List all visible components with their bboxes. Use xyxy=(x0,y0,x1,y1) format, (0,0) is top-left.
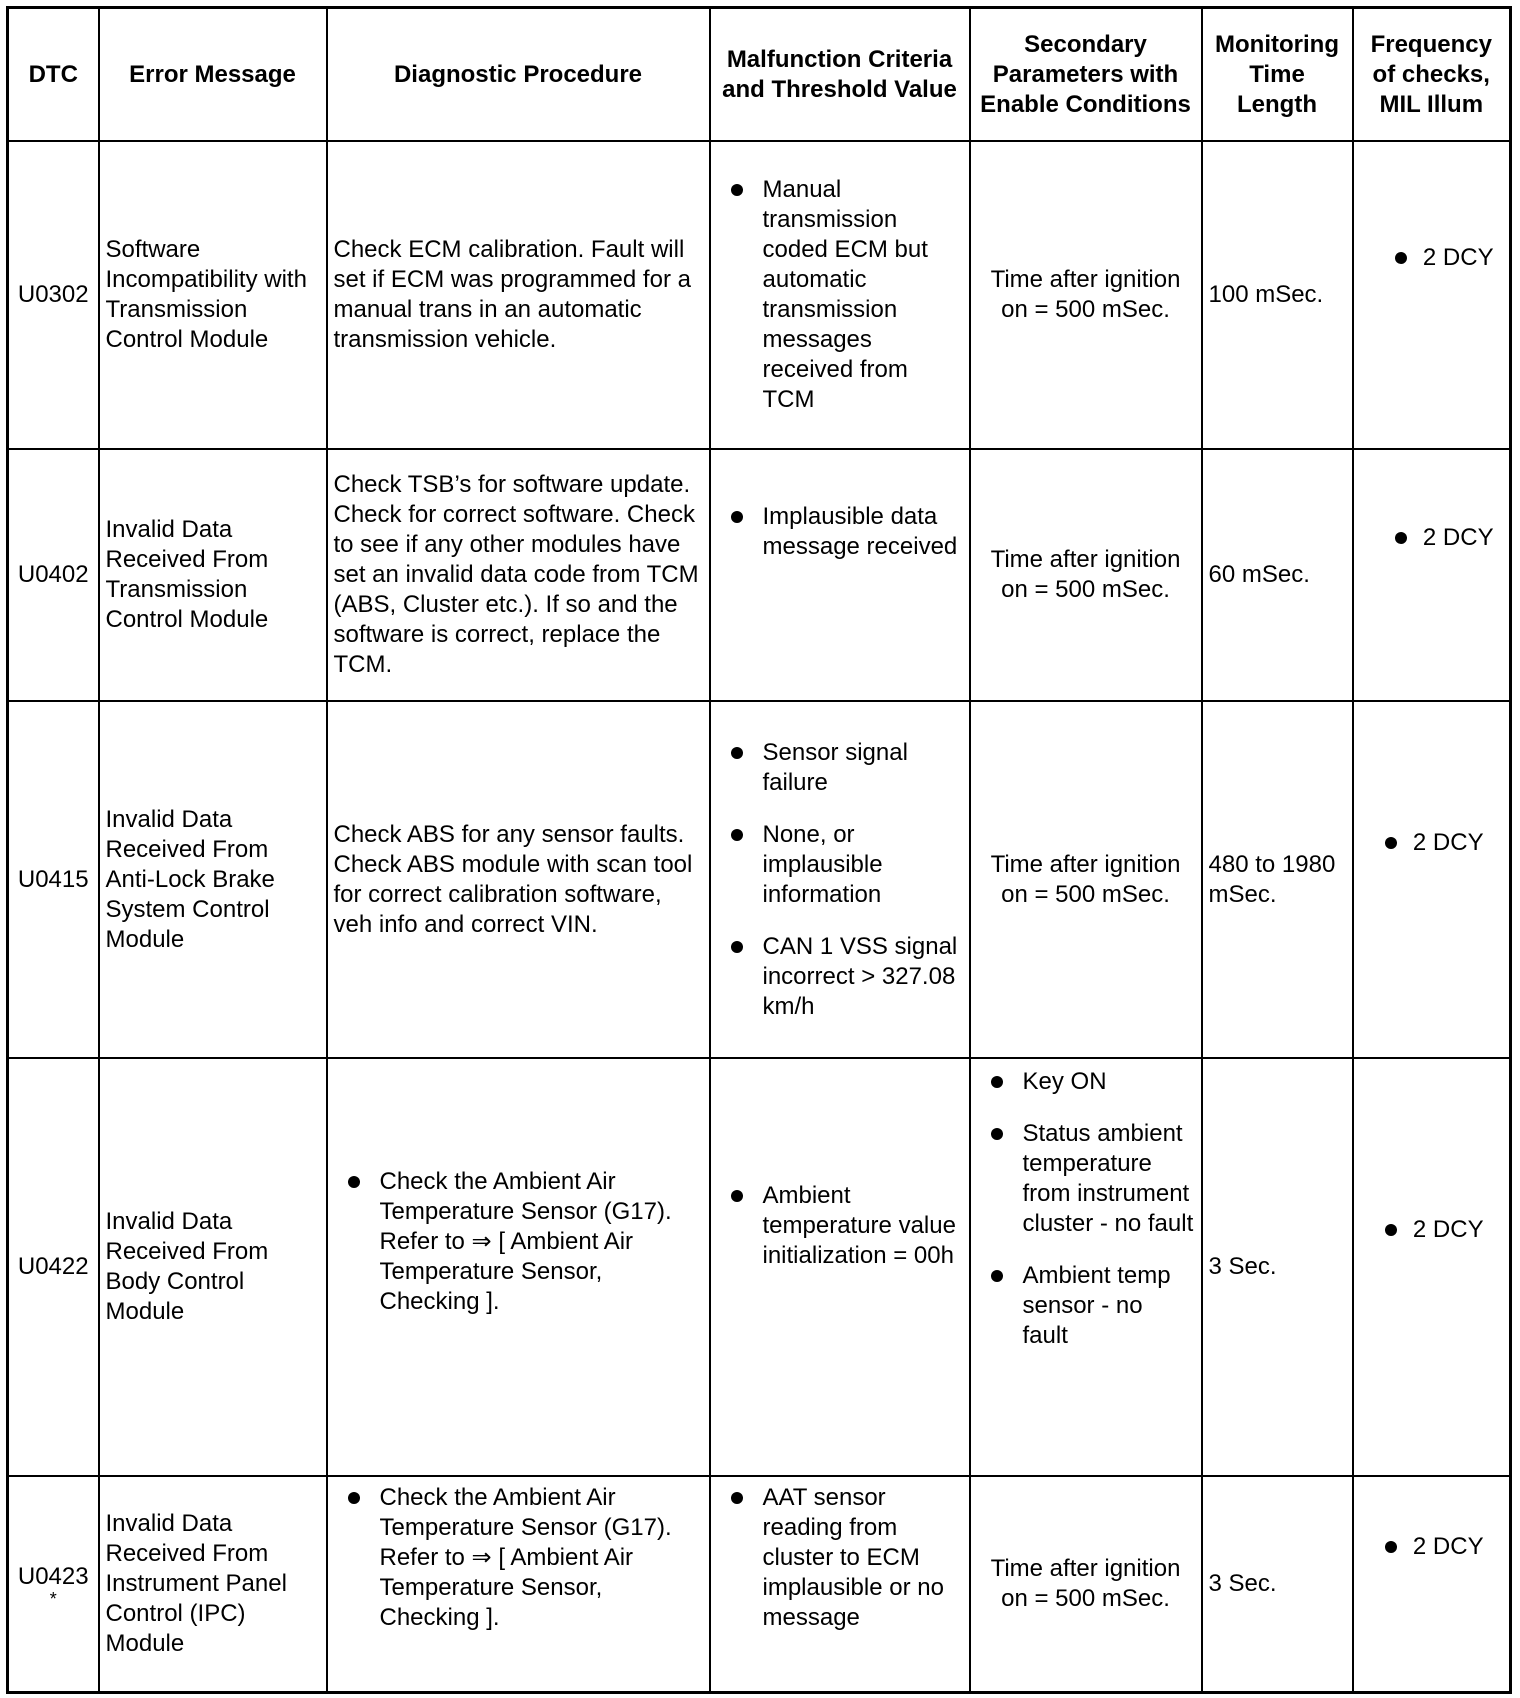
header-secondary-parameters: Secondary Parameters with Enable Conditions xyxy=(970,8,1202,142)
frequency-cell xyxy=(1353,141,1511,449)
secondary-parameters: Time after ignition on = 500 mSec. xyxy=(970,141,1202,449)
list-item xyxy=(717,820,963,910)
dtc-code xyxy=(8,1476,99,1692)
dtc-code: U0415 xyxy=(8,701,99,1058)
frequency-cell xyxy=(1353,701,1511,1058)
bullet-icon xyxy=(731,941,743,953)
monitoring-time: 100 mSec. xyxy=(1202,141,1353,449)
frequency-text: 2 DCY xyxy=(1412,1216,1484,1243)
list-item xyxy=(977,1067,1195,1097)
bullet-icon xyxy=(991,1076,1003,1088)
monitoring-time: 60 mSec. xyxy=(1202,449,1353,701)
error-message: Invalid Data Received From Transmission Control Module xyxy=(99,449,327,701)
list-item xyxy=(717,1483,963,1633)
bullet-icon xyxy=(1385,837,1397,849)
malfunction-criteria xyxy=(710,1476,970,1692)
diagnostic-procedure: Check ABS for any sensor faults. Check ABS module with scan tool for correct calibration software, veh info and correct VIN. xyxy=(327,701,710,1058)
criteria-text: AAT sensor reading from cluster to ECM implausible or no message xyxy=(762,1484,944,1631)
procedure-text: Check the Ambient Air Temperature Sensor (G17). Refer to ⇒ [ Ambient Air Temperature Sensor, Checking ]. xyxy=(379,1484,672,1631)
frequency-text: 2 DCY xyxy=(1412,828,1484,856)
frequency-text: 2 DCY xyxy=(1422,524,1494,551)
criteria-text: None, or implausible information xyxy=(762,820,883,908)
table-row xyxy=(8,1058,1511,1476)
list-item xyxy=(717,738,963,798)
list-item xyxy=(717,1181,963,1271)
dtc-code-text: U0423 xyxy=(17,1562,89,1590)
monitoring-time: 480 to 1980 mSec. xyxy=(1202,701,1353,1058)
header-monitoring-time: Monitoring Time Length xyxy=(1202,8,1353,142)
monitoring-time: 3 Sec. xyxy=(1202,1476,1353,1692)
header-row xyxy=(8,8,1511,142)
bullet-icon xyxy=(1395,532,1407,544)
bullet-icon xyxy=(991,1270,1003,1282)
bullet-icon xyxy=(1385,1224,1397,1236)
header-diagnostic-procedure: Diagnostic Procedure xyxy=(327,8,710,142)
secondary-parameters: Time after ignition on = 500 mSec. xyxy=(970,1476,1202,1692)
malfunction-criteria xyxy=(710,449,970,701)
bullet-icon xyxy=(1385,1541,1397,1553)
dtc-footnote-marker: * xyxy=(49,1588,57,1609)
table-row xyxy=(8,141,1511,449)
header-error-message: Error Message xyxy=(99,8,327,142)
dtc-code: U0422 xyxy=(8,1058,99,1476)
bullet-icon xyxy=(348,1176,360,1188)
bullet-icon xyxy=(731,1190,743,1202)
dtc-table xyxy=(6,6,1512,1694)
secondary-text: Key ON xyxy=(1022,1068,1107,1095)
bullet-icon xyxy=(731,1492,743,1504)
procedure-text: Check the Ambient Air Temperature Sensor (G17). Refer to ⇒ [ Ambient Air Temperature Sensor, Checking ]. xyxy=(379,1168,672,1315)
malfunction-criteria xyxy=(710,141,970,449)
error-message: Software Incompatibility with Transmission Control Module xyxy=(99,141,327,449)
criteria-text: Ambient temperature value initialization = 00h xyxy=(762,1182,956,1269)
header-dtc: DTC xyxy=(8,8,99,142)
list-item xyxy=(334,1483,703,1633)
frequency-text: 2 DCY xyxy=(1422,244,1494,271)
frequency-cell xyxy=(1353,1058,1511,1476)
list-item xyxy=(334,1167,703,1317)
frequency-cell xyxy=(1353,1476,1511,1692)
header-frequency: Frequency of checks, MIL Illum xyxy=(1353,8,1511,142)
secondary-parameters: Time after ignition on = 500 mSec. xyxy=(970,701,1202,1058)
table-row xyxy=(8,701,1511,1058)
bullet-icon xyxy=(731,184,743,196)
list-item xyxy=(717,932,963,1022)
diagnostic-procedure: Check TSB’s for software update. Check for correct software. Check to see if any other modules have set an invalid data code from TCM (ABS, Cluster etc.). If so and the software is correct, replace the TCM. xyxy=(327,449,710,701)
bullet-icon xyxy=(991,1128,1003,1140)
malfunction-criteria xyxy=(710,701,970,1058)
dtc-code: U0402 xyxy=(8,449,99,701)
criteria-text: Manual transmission coded ECM but automatic transmission messages received from TCM xyxy=(762,176,928,413)
diagnostic-procedure xyxy=(327,1476,710,1692)
diagnostic-procedure: Check ECM calibration. Fault will set if ECM was programmed for a manual trans in an automatic transmission vehicle. xyxy=(327,141,710,449)
monitoring-time: 3 Sec. xyxy=(1202,1058,1353,1476)
error-message: Invalid Data Received From Anti-Lock Brake System Control Module xyxy=(99,701,327,1058)
secondary-text: Status ambient temperature from instrument cluster - no fault xyxy=(1022,1120,1194,1237)
criteria-text: CAN 1 VSS signal incorrect > 327.08 km/h xyxy=(762,932,958,1020)
frequency-text: 2 DCY xyxy=(1412,1532,1484,1560)
diagnostic-procedure xyxy=(327,1058,710,1476)
header-malfunction-criteria: Malfunction Criteria and Threshold Value xyxy=(710,8,970,142)
error-message: Invalid Data Received From Instrument Panel Control (IPC) Module xyxy=(99,1476,327,1692)
list-item xyxy=(717,175,963,415)
dtc-code: U0302 xyxy=(8,141,99,449)
bullet-icon xyxy=(731,511,743,523)
secondary-text: Ambient temp sensor - no fault xyxy=(1022,1262,1171,1349)
criteria-text: Sensor signal failure xyxy=(762,738,908,796)
bullet-icon xyxy=(1395,252,1407,264)
error-message: Invalid Data Received From Body Control Module xyxy=(99,1058,327,1476)
bullet-icon xyxy=(731,829,743,841)
table-row xyxy=(8,449,1511,701)
list-item xyxy=(977,1119,1195,1239)
secondary-parameters xyxy=(970,1058,1202,1476)
table-row xyxy=(8,1476,1511,1692)
bullet-icon xyxy=(731,747,743,759)
secondary-parameters: Time after ignition on = 500 mSec. xyxy=(970,449,1202,701)
list-item xyxy=(977,1261,1195,1351)
list-item xyxy=(717,502,963,562)
malfunction-criteria xyxy=(710,1058,970,1476)
criteria-text: Implausible data message received xyxy=(762,503,958,560)
bullet-icon xyxy=(348,1492,360,1504)
frequency-cell xyxy=(1353,449,1511,701)
